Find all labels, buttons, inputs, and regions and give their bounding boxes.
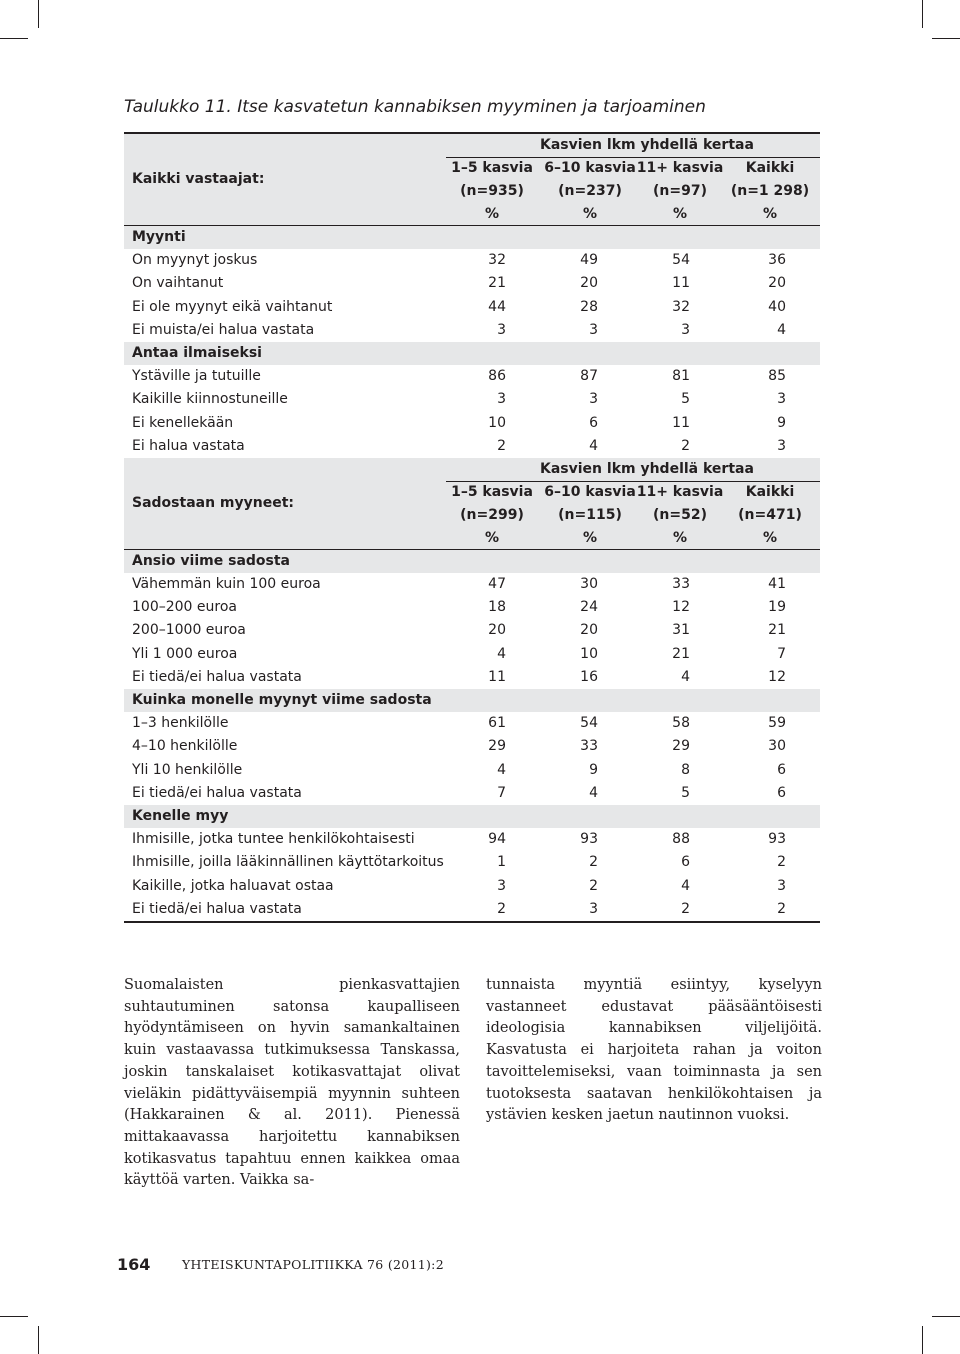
table-row <box>124 435 820 458</box>
section-heading <box>124 342 820 365</box>
table-row <box>124 388 820 411</box>
cell-value: 86 <box>488 368 506 385</box>
cell-value: 6 <box>777 761 786 778</box>
col-name: 11+ kasvia <box>636 483 724 500</box>
cell-value: 16 <box>580 668 598 685</box>
crop-mark <box>38 0 39 28</box>
cell-value: 9 <box>777 414 786 431</box>
crop-mark <box>0 38 28 39</box>
cell-value: 6 <box>589 414 598 431</box>
cell-value: 11 <box>672 275 690 292</box>
journal-name: YHTEISKUNTAPOLITIIKKA 76 (2011):2 <box>182 1257 444 1272</box>
cell-value: 3 <box>777 391 786 408</box>
cell-value: 2 <box>589 854 598 871</box>
cell-value: 31 <box>672 622 690 639</box>
cell-value: 20 <box>768 275 786 292</box>
section-title: Kenelle myy <box>132 807 229 824</box>
col-name: 11+ kasvia <box>636 160 724 176</box>
cell-value: 28 <box>580 298 598 315</box>
cell-value: 4 <box>589 437 598 454</box>
cell-value: 4 <box>681 668 690 685</box>
col-n: (n=299) <box>460 506 524 523</box>
col-n: (n=52) <box>653 506 707 523</box>
row-label: Ei kenellekään <box>132 414 234 431</box>
cell-value: 58 <box>672 715 690 732</box>
cell-value: 36 <box>768 252 786 269</box>
crop-mark <box>922 0 923 28</box>
section-heading <box>124 805 820 828</box>
col-unit: % <box>484 206 500 222</box>
col-unit: % <box>582 529 598 546</box>
cell-value: 93 <box>580 831 598 848</box>
cell-value: 5 <box>681 391 690 408</box>
col-n: (n=471) <box>738 506 802 523</box>
cell-value: 20 <box>580 622 598 639</box>
section-heading <box>124 689 820 712</box>
col-name: Kaikki <box>745 160 795 176</box>
cell-value: 21 <box>488 275 506 292</box>
col-unit: % <box>672 206 688 222</box>
col-unit: % <box>582 206 598 222</box>
col-name: 6–10 kasvia <box>544 483 636 500</box>
cell-value: 4 <box>497 761 506 778</box>
table-row <box>124 619 820 642</box>
table-row <box>124 365 820 388</box>
table-row <box>124 828 820 851</box>
col-unit: % <box>672 529 688 546</box>
table-row <box>124 712 820 735</box>
cell-value: 5 <box>681 784 690 801</box>
cell-value: 4 <box>497 645 506 662</box>
crop-mark <box>922 1326 923 1354</box>
table-row <box>124 643 820 666</box>
row-label: On myynyt joskus <box>132 252 258 269</box>
cell-value: 21 <box>768 622 786 639</box>
table-bottom-rule <box>124 921 820 923</box>
row-label: Ystäville ja tutuille <box>132 368 261 385</box>
cell-value: 19 <box>768 599 786 616</box>
cell-value: 20 <box>488 622 506 639</box>
table-row <box>124 573 820 596</box>
cell-value: 21 <box>672 645 690 662</box>
cell-value: 1 <box>497 854 506 871</box>
col-n: (n=115) <box>558 506 622 523</box>
table-header-sellers <box>124 458 820 550</box>
cell-value: 94 <box>488 831 506 848</box>
table-row <box>124 319 820 342</box>
body-text-right: tunnaista myyntiä esiintyy, kyselyyn vastanneet edustavat pääsääntöisesti ideologisia kannabiksen viljelijöitä. Kasvatusta ei harjoiteta rahan ja voiton tavoittelemiseksi, vaan toiminnasta ja sen tuotoksesta saatavan henkilökohtaisen ja ystävien kesken jaetun nautinnon vuoksi. <box>486 977 822 1124</box>
cell-value: 54 <box>580 715 598 732</box>
row-label: Ei tiedä/ei halua vastata <box>132 668 302 685</box>
crop-mark <box>0 1316 28 1317</box>
cell-value: 4 <box>681 877 690 894</box>
table-row <box>124 272 820 295</box>
row-label: On vaihtanut <box>132 275 224 292</box>
row-label: Ei tiedä/ei halua vastata <box>132 900 302 917</box>
col-n: (n=237) <box>558 183 622 199</box>
cell-value: 2 <box>497 900 506 917</box>
span-header: Kasvien lkm yhdellä kertaa <box>540 460 754 477</box>
row-label: Yli 10 henkilölle <box>132 761 243 778</box>
group-label: Sadostaan myyneet: <box>132 494 295 511</box>
cell-value: 3 <box>681 321 690 338</box>
cell-value: 8 <box>681 761 690 778</box>
table-row <box>124 735 820 758</box>
row-label: Ei ole myynyt eikä vaihtanut <box>132 298 333 315</box>
cell-value: 54 <box>672 252 690 269</box>
section-heading <box>124 550 820 573</box>
cell-value: 11 <box>488 668 506 685</box>
section-title: Ansio viime sadosta <box>132 552 290 569</box>
cell-value: 85 <box>768 368 786 385</box>
section-heading <box>124 226 820 249</box>
col-n: (n=97) <box>653 183 707 199</box>
cell-value: 3 <box>497 391 506 408</box>
cell-value: 6 <box>777 784 786 801</box>
cell-value: 93 <box>768 831 786 848</box>
cell-value: 9 <box>589 761 598 778</box>
span-header: Kasvien lkm yhdellä kertaa <box>540 137 754 153</box>
cell-value: 2 <box>777 900 786 917</box>
cell-value: 3 <box>589 900 598 917</box>
table-row <box>124 898 820 921</box>
crop-mark <box>38 1326 39 1354</box>
cell-value: 88 <box>672 831 690 848</box>
row-label: Kaikille, jotka haluavat ostaa <box>132 877 334 894</box>
cell-value: 2 <box>497 437 506 454</box>
cell-value: 81 <box>672 368 690 385</box>
cell-value: 12 <box>672 599 690 616</box>
col-name: 6–10 kasvia <box>544 160 636 176</box>
row-label: Ihmisille, jotka tuntee henkilökohtaisesti <box>132 831 415 848</box>
cell-value: 87 <box>580 368 598 385</box>
cell-value: 49 <box>580 252 598 269</box>
table-caption: Taulukko 11. Itse kasvatetun kannabiksen myyminen ja tarjoaminen <box>124 97 706 117</box>
cell-value: 3 <box>497 877 506 894</box>
cell-value: 24 <box>580 599 598 616</box>
row-label: 200–1000 euroa <box>132 622 246 639</box>
cell-value: 59 <box>768 715 786 732</box>
group-label: Kaikki vastaajat: <box>132 171 265 187</box>
table-row <box>124 666 820 689</box>
cell-value: 30 <box>768 738 786 755</box>
cell-value: 30 <box>580 576 598 593</box>
cell-value: 4 <box>589 784 598 801</box>
cell-value: 32 <box>672 298 690 315</box>
cell-value: 20 <box>580 275 598 292</box>
section-title: Myynti <box>132 229 186 245</box>
cell-value: 12 <box>768 668 786 685</box>
row-label: Ihmisille, joilla lääkinnällinen käyttötarkoitus <box>132 854 444 871</box>
table-row <box>124 875 820 898</box>
col-n: (n=1 298) <box>730 183 810 199</box>
cell-value: 2 <box>681 900 690 917</box>
col-name: 1–5 kasvia <box>451 483 533 500</box>
section-title: Kuinka monelle myynyt viime sadosta <box>132 692 432 708</box>
cell-value: 10 <box>580 645 598 662</box>
crop-mark <box>932 1316 960 1317</box>
cell-value: 33 <box>672 576 690 593</box>
col-unit: % <box>762 206 778 222</box>
row-label: 100–200 euroa <box>132 599 237 616</box>
col-name: Kaikki <box>745 483 795 500</box>
cell-value: 4 <box>777 321 786 338</box>
cell-value: 3 <box>589 321 598 338</box>
cell-value: 41 <box>768 576 786 593</box>
col-unit: % <box>484 529 500 546</box>
cell-value: 7 <box>777 645 786 662</box>
row-label: Ei halua vastata <box>132 437 245 454</box>
cell-value: 40 <box>768 298 786 315</box>
cell-value: 3 <box>589 391 598 408</box>
data-table <box>124 132 820 923</box>
table-row <box>124 412 820 435</box>
page-number: 164 <box>117 1255 151 1274</box>
cell-value: 7 <box>497 784 506 801</box>
cell-value: 47 <box>488 576 506 593</box>
cell-value: 11 <box>672 414 690 431</box>
cell-value: 6 <box>681 854 690 871</box>
col-n: (n=935) <box>460 183 524 199</box>
section-group <box>124 226 820 458</box>
col-name: 1–5 kasvia <box>451 160 533 176</box>
cell-value: 10 <box>488 414 506 431</box>
section-title: Antaa ilmaiseksi <box>132 344 262 361</box>
crop-mark <box>932 38 960 39</box>
cell-value: 3 <box>497 321 506 338</box>
row-label: Kaikille kiinnostuneille <box>132 391 288 408</box>
cell-value: 3 <box>777 877 786 894</box>
table-header-all <box>124 134 820 226</box>
section-group <box>124 550 820 921</box>
row-label: 4–10 henkilölle <box>132 738 238 755</box>
row-label: Ei muista/ei halua vastata <box>132 321 315 338</box>
table-row <box>124 851 820 874</box>
row-label: 1–3 henkilölle <box>132 715 229 732</box>
cell-value: 3 <box>777 437 786 454</box>
cell-value: 29 <box>672 738 690 755</box>
table-row <box>124 596 820 619</box>
cell-value: 2 <box>589 877 598 894</box>
body-text-left: Suomalaisten pienkasvattajien suhtautuminen satonsa kaupalliseen hyödyntämiseen on hyvin samankaltainen kuin vastaavassa tutkimuksessa Tanskassa, joskin tanskalaiset kotikasvattajat olivat vieläkin pidättyväisempiä myynnin suhteen (Hakkarainen & al. 2011). Pienessä mittakaavassa harjoitettu kannabiksen kotikasvatus tapahtuu ennen kaikkea omaa käyttöä varten. Vaikka sa- <box>124 977 460 1189</box>
cell-value: 18 <box>488 599 506 616</box>
table-row <box>124 296 820 319</box>
table-row <box>124 249 820 272</box>
table-row <box>124 782 820 805</box>
cell-value: 33 <box>580 738 598 755</box>
cell-value: 44 <box>488 298 506 315</box>
cell-value: 2 <box>681 437 690 454</box>
table-row <box>124 759 820 782</box>
cell-value: 32 <box>488 252 506 269</box>
cell-value: 2 <box>777 854 786 871</box>
col-unit: % <box>762 529 778 546</box>
row-label: Yli 1 000 euroa <box>132 645 238 662</box>
row-label: Ei tiedä/ei halua vastata <box>132 784 302 801</box>
cell-value: 29 <box>488 738 506 755</box>
row-label: Vähemmän kuin 100 euroa <box>132 576 321 593</box>
cell-value: 61 <box>488 715 506 732</box>
